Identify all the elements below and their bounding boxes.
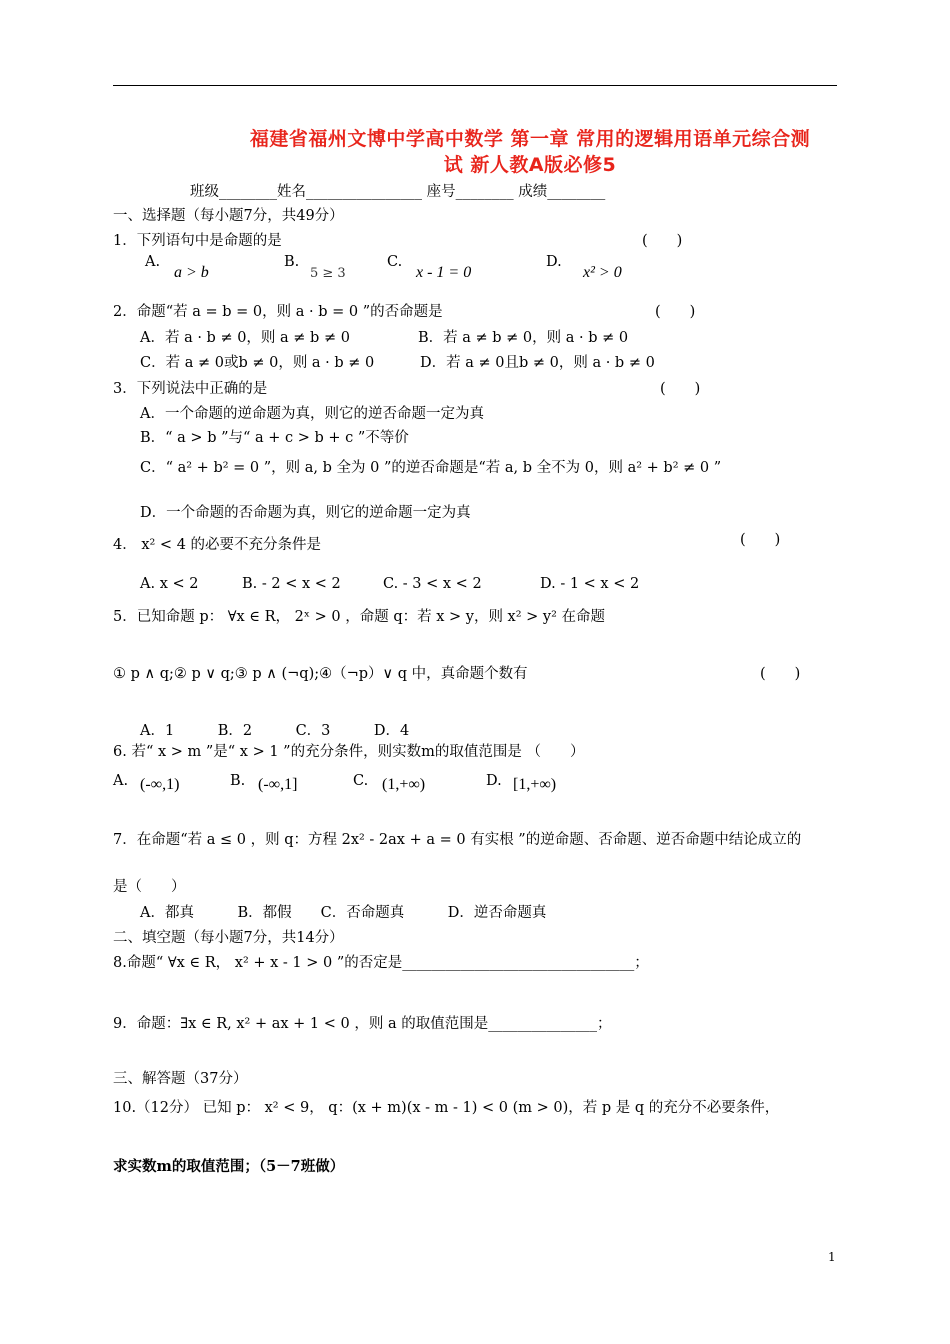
doc-title-line1: 福建省福州文博中学高中数学 第一章 常用的逻辑用语单元综合测	[249, 128, 811, 150]
question-7-continued: 是（ ）	[113, 879, 186, 895]
question-4-option-c: C. - 3 < x < 2	[383, 576, 482, 592]
question-1: 1．下列语句中是命题的是	[113, 233, 282, 249]
section-2-heading: 二、填空题（每小题7分，共14分）	[113, 930, 344, 946]
header-rule	[113, 85, 837, 86]
question-6-option-a: (-∞,1)	[140, 776, 180, 793]
page-number: 1	[828, 1250, 836, 1264]
question-6-option-c: (1,+∞)	[382, 776, 426, 793]
doc-title-line2: 试 新人教A版必修5	[443, 154, 617, 176]
question-7: 7．在命题“若 a ≤ 0 ，则 q：方程 2x² - 2ax + a = 0 有实根 ”的逆命题、否命题、逆否命题中结论成立的	[113, 832, 802, 848]
question-6-option-c-label: C.	[353, 773, 369, 789]
question-4-option-d: D. - 1 < x < 2	[540, 576, 640, 592]
question-5-answer-paren: ( )	[760, 666, 801, 682]
question-8: 8.命题“ ∀x ∈ R， x² + x - 1 > 0 ”的否定是________________________________；	[113, 955, 649, 971]
question-1-answer-paren: ( )	[642, 233, 683, 249]
question-10-continued: 求实数m的取值范围；（5－7班做）	[113, 1158, 345, 1175]
question-1-option-d-label: D.	[546, 254, 562, 270]
question-2-option-b: B．若 a ≠ b ≠ 0，则 a · b ≠ 0	[418, 330, 629, 346]
question-3-option-d: D．一个命题的否命题为真，则它的逆命题一定为真	[140, 505, 471, 521]
question-1-option-a-label: A.	[145, 254, 161, 270]
question-2-answer-paren: ( )	[655, 304, 696, 320]
question-1-option-b-label: B.	[284, 254, 300, 270]
question-1-option-c: x - 1 = 0	[416, 264, 472, 281]
question-3: 3．下列说法中正确的是	[113, 381, 268, 397]
question-6-option-d: [1,+∞)	[513, 776, 557, 793]
question-1-option-b: 5 ≥ 3	[310, 266, 346, 281]
question-4-option-b: B. - 2 < x < 2	[242, 576, 341, 592]
question-9: 9．命题：∃x ∈ R, x² + ax + 1 < 0 ，则 a 的取值范围是_______________；	[113, 1016, 612, 1032]
question-5-propositions: ① p ∧ q;② p ∨ q;③ p ∧ (¬q);④（¬p）∨ q 中，真命题个数有	[113, 666, 528, 682]
question-3-option-c: C．“ a² + b² = 0 ”，则 a, b 全为 0 ”的逆否命题是“若 a, b 全不为 0，则 a² + b² ≠ 0 ”	[140, 460, 722, 476]
question-6-option-b-label: B.	[230, 773, 246, 789]
question-3-option-b: B．“ a > b ”与“ a + c > b + c ”不等价	[140, 430, 409, 446]
question-1-option-d: x² > 0	[583, 264, 622, 281]
question-6-option-a-label: A.	[113, 773, 129, 789]
question-3-answer-paren: ( )	[660, 381, 701, 397]
question-1-option-a: a > b	[174, 264, 209, 281]
question-2-option-d: D．若 a ≠ 0且b ≠ 0，则 a · b ≠ 0	[420, 355, 655, 371]
section-3-heading: 三、解答题（37分）	[113, 1071, 248, 1087]
question-4-option-a: A. x < 2	[140, 576, 199, 592]
question-4-answer-paren: ( )	[740, 532, 781, 548]
question-2: 2．命题“若 a = b = 0，则 a · b = 0 ”的否命题是	[113, 304, 443, 320]
question-1-option-c-label: C.	[387, 254, 403, 270]
student-info: 班级________姓名________________ 座号________ 成绩________	[190, 184, 606, 200]
question-6-option-d-label: D.	[486, 773, 502, 789]
question-2-option-c: C．若 a ≠ 0或b ≠ 0，则 a · b ≠ 0	[140, 355, 375, 371]
question-5: 5．已知命题 p： ∀x ∈ R， 2ˣ > 0 ，命题 q：若 x > y，则 x² > y² 在命题	[113, 609, 606, 625]
question-6-option-b: (-∞,1]	[258, 776, 298, 793]
question-2-option-a: A．若 a · b ≠ 0，则 a ≠ b ≠ 0	[140, 330, 350, 346]
question-6: 6. 若“ x > m ”是“ x > 1 ”的充分条件，则实数m的取值范围是 （ ）	[113, 744, 585, 760]
section-1-heading: 一、选择题（每小题7分，共49分）	[113, 208, 344, 224]
question-7-options: A．都真 B．都假 C．否命题真 D．逆否命题真	[140, 905, 547, 921]
question-5-options: A．1 B．2 C．3 D．4	[140, 723, 410, 739]
question-10: 10.（12分） 已知 p： x² < 9， q：(x + m)(x - m - 1) < 0 (m > 0)，若 p 是 q 的充分不必要条件，	[113, 1100, 780, 1116]
question-3-option-a: A．一个命题的逆命题为真，则它的逆否命题一定为真	[140, 406, 484, 422]
question-4: 4． x² < 4 的必要不充分条件是	[113, 537, 322, 553]
